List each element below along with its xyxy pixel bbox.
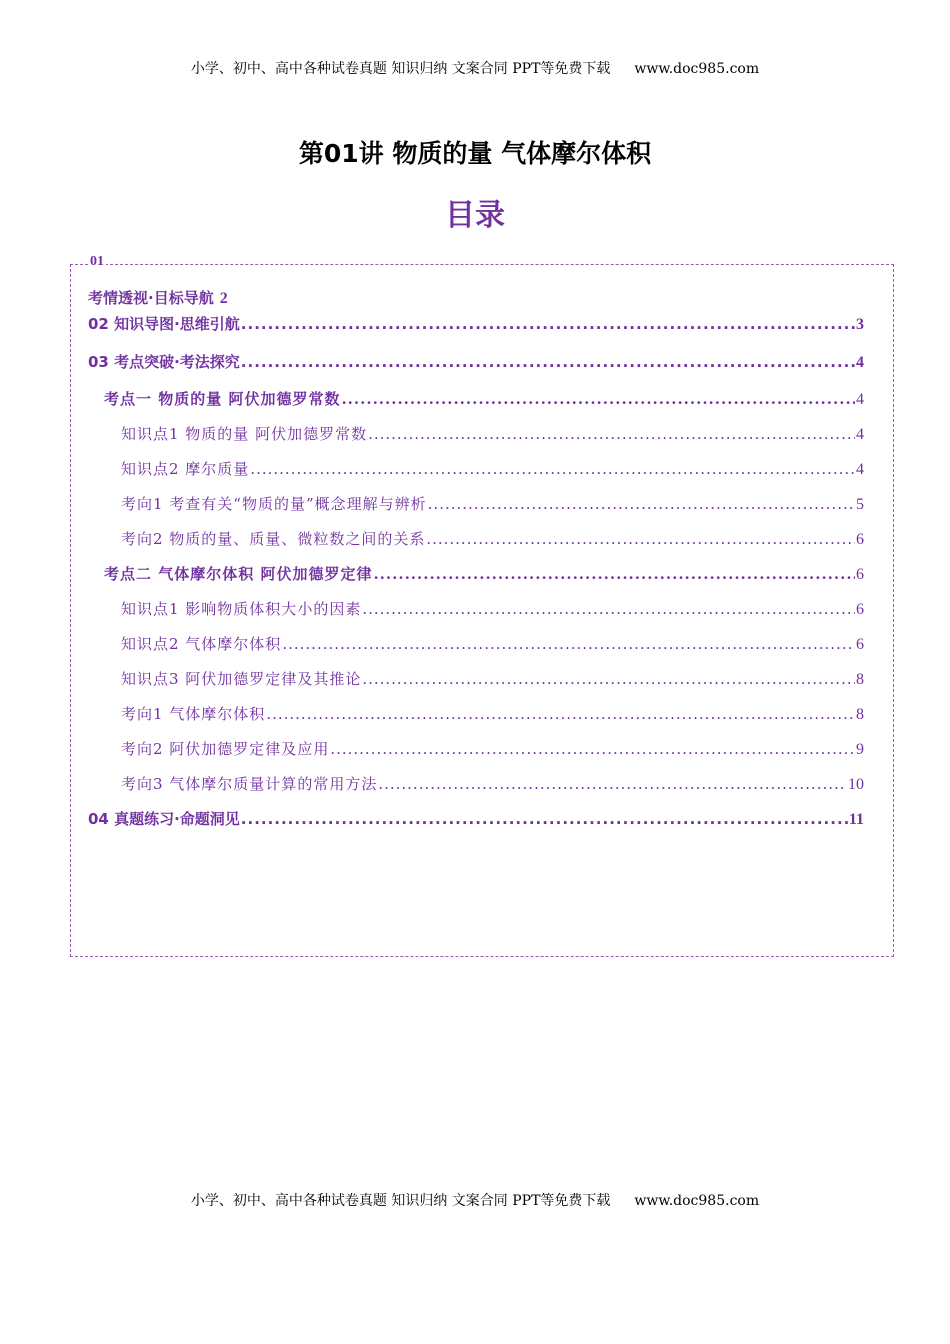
toc-entry-page: 6: [856, 531, 864, 548]
toc-leader: [241, 315, 855, 333]
toc-entry-kaoxiang-2-2[interactable]: [121, 738, 864, 759]
toc-entry-page: 11: [848, 811, 864, 828]
toc-leader: [373, 565, 855, 583]
toc-leader: [241, 353, 855, 371]
toc-leader: [282, 635, 855, 653]
toc-leader: [266, 705, 855, 723]
toc-entry-page: 4: [856, 391, 864, 408]
toc-entry-kaoxiang-1-1[interactable]: [121, 493, 864, 514]
toc-entry-kaoxiang-2-1[interactable]: [121, 703, 864, 724]
toc-leader: [378, 775, 847, 793]
toc-entry-kaodian-1[interactable]: [104, 388, 864, 409]
toc-entry-page: 6: [856, 601, 864, 618]
header-text: 小学、初中、高中各种试卷真题 知识归纳 文案合同 PPT等免费下载: [190, 61, 611, 77]
toc-entry-page: 5: [856, 496, 864, 513]
toc-entry-page: 4: [856, 426, 864, 443]
toc-entry-label: 考点二 气体摩尔体积 阿伏加德罗定律: [104, 565, 373, 583]
toc-entry-label: 考向2 阿伏加德罗定律及应用: [121, 740, 330, 758]
page-footer: [0, 1190, 950, 1210]
toc-entry-real-exam[interactable]: [88, 808, 864, 829]
toc-entry-page: 10: [848, 776, 864, 793]
toc-entry-kaoxiang-1-2[interactable]: [121, 528, 864, 549]
toc-entry-label: 02 知识导图·思维引航: [88, 315, 240, 333]
toc-entry-label: 考向2 物质的量、质量、微粒数之间的关系: [121, 530, 426, 548]
toc-entry-label: 03 考点突破·考法探究: [88, 353, 240, 371]
toc-entry-label: 考情透视·目标导航: [88, 289, 214, 307]
toc-leader: [362, 600, 855, 618]
toc-entry-page: 6: [856, 566, 864, 583]
toc-entry-label: 考向1 考查有关“物质的量”概念理解与辨析: [121, 495, 427, 513]
toc-leader: [341, 390, 855, 408]
toc-entry-label: 考向1 气体摩尔体积: [121, 705, 266, 723]
toc-entry-zhishidian-2-3[interactable]: [121, 668, 864, 689]
toc-entry-zhishidian-2-1[interactable]: [121, 598, 864, 619]
toc-entry-kaoxiang-2-3[interactable]: [121, 773, 864, 794]
toc-entry-mindmap[interactable]: [88, 313, 864, 334]
toc-entry-label: 考向3 气体摩尔质量计算的常用方法: [121, 775, 378, 793]
toc-entry-label: 知识点2 摩尔质量: [121, 460, 250, 478]
toc-entry-page: 4: [856, 461, 864, 478]
toc-leader: [241, 810, 848, 828]
header-site[interactable]: www.doc985.com: [634, 61, 760, 77]
toc-entry-kaodian-2[interactable]: [104, 563, 864, 584]
toc-entry-page: 6: [856, 636, 864, 653]
toc-leader: [330, 740, 855, 758]
toc-leader: [250, 460, 855, 478]
footer-text: 小学、初中、高中各种试卷真题 知识归纳 文案合同 PPT等免费下载: [190, 1193, 611, 1209]
toc-entry-label: 知识点1 影响物质体积大小的因素: [121, 600, 362, 618]
toc-entry-page: 8: [856, 671, 864, 688]
toc-heading: 目录: [445, 198, 505, 233]
toc-entry-page: 2: [219, 290, 228, 307]
toc-entry-page: 8: [856, 706, 864, 723]
toc-leader: [426, 530, 855, 548]
toc-entry-overview[interactable]: [88, 287, 228, 308]
toc-section-number: 01: [90, 254, 104, 269]
toc-entry-page: 3: [856, 316, 864, 333]
toc-entry-zhishidian-1-2[interactable]: [121, 458, 864, 479]
toc-entry-breakthrough[interactable]: [88, 351, 864, 372]
toc-entry-zhishidian-1-1[interactable]: [121, 423, 864, 444]
toc-entry-label: 04 真题练习·命题洞见: [88, 810, 240, 828]
toc-leader: [368, 425, 855, 443]
toc-entry-label: 知识点1 物质的量 阿伏加德罗常数: [121, 425, 368, 443]
toc-leader: [362, 670, 855, 688]
toc-entry-page: 4: [856, 354, 864, 371]
toc-entry-label: 知识点3 阿伏加德罗定律及其推论: [121, 670, 362, 688]
page-title: 第01讲 物质的量 气体摩尔体积: [298, 139, 652, 168]
page-header: [0, 58, 950, 78]
footer-site[interactable]: www.doc985.com: [634, 1193, 760, 1209]
toc-leader: [428, 495, 855, 513]
toc-entry-label: 知识点2 气体摩尔体积: [121, 635, 282, 653]
toc-entry-zhishidian-2-2[interactable]: [121, 633, 864, 654]
toc-entry-page: 9: [856, 741, 864, 758]
toc-entry-label: 考点一 物质的量 阿伏加德罗常数: [104, 390, 341, 408]
